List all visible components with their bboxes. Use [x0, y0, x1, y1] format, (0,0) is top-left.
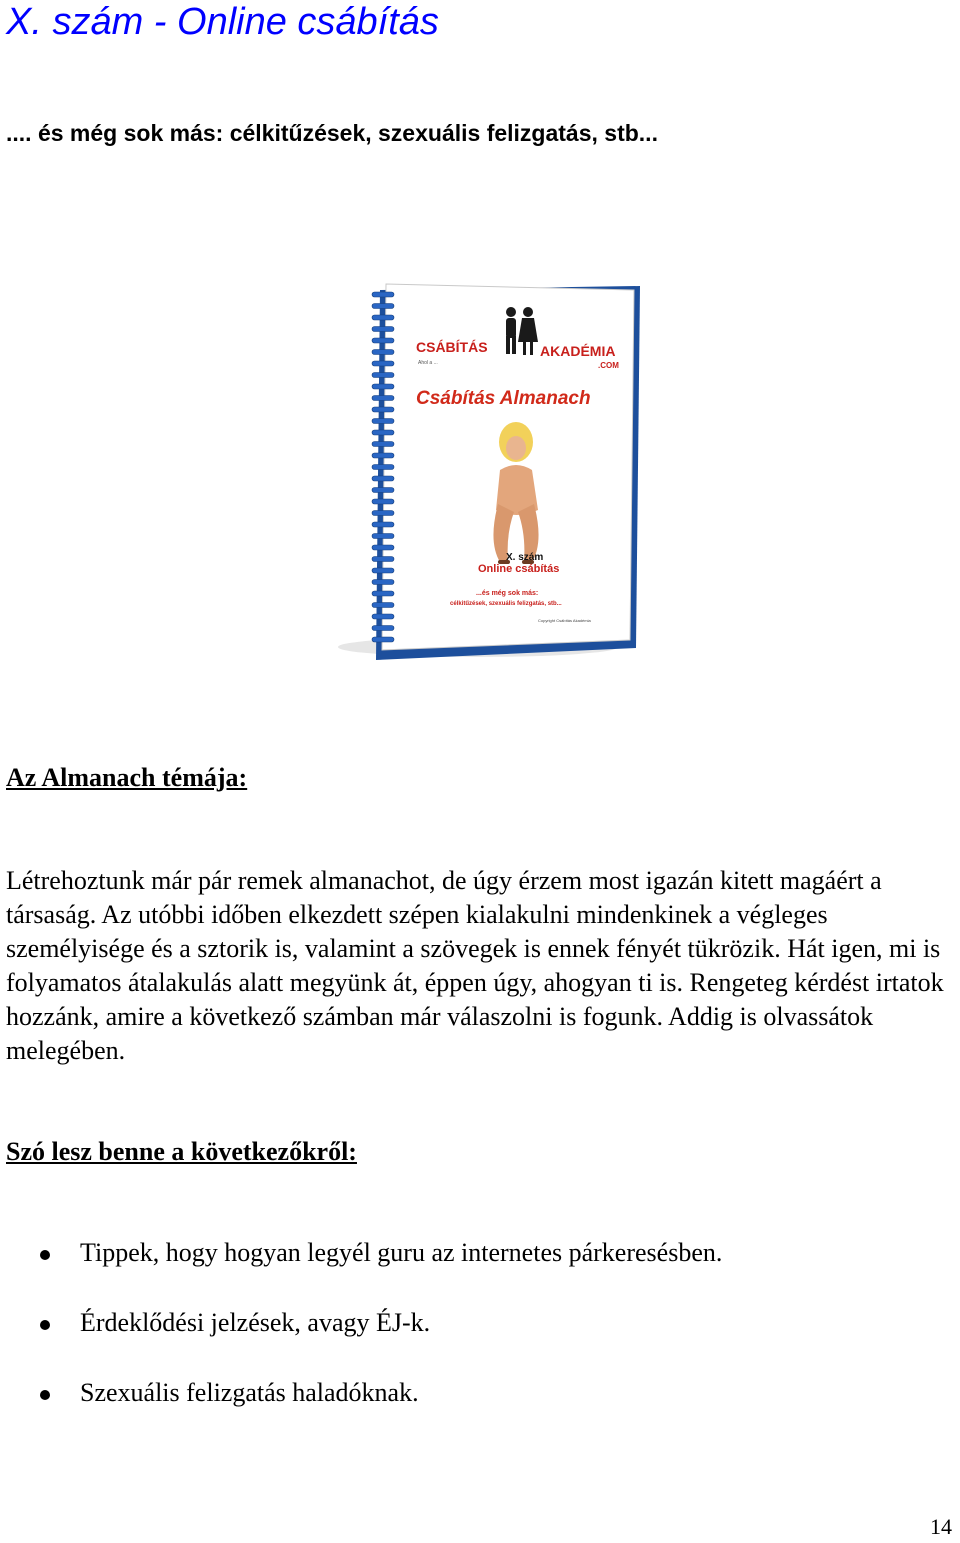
spiral-ring: [372, 384, 394, 389]
list-item-text: Szexuális felizgatás haladóknak.: [80, 1378, 419, 1407]
spiral-ring: [372, 568, 394, 573]
spiral-ring: [372, 315, 394, 320]
document-subtitle: .... és még sok más: célkitűzések, szexuális felizgatás, stb...: [6, 120, 658, 146]
spiral-ring: [372, 534, 394, 539]
spiral-ring: [372, 396, 394, 401]
page-number: 14: [930, 1514, 952, 1539]
cover-tagline: Ahol a ...: [418, 360, 438, 366]
list-item-text: Tippek, hogy hogyan legyél guru az internetes párkeresésben.: [80, 1238, 723, 1267]
spiral-ring: [372, 465, 394, 470]
spiral-ring: [372, 304, 394, 309]
cover-blurb-line2: célkitűzések, szexuális felizgatás, stb...: [450, 601, 562, 607]
spiral-ring: [372, 545, 394, 550]
spiral-ring: [372, 511, 394, 516]
spiral-ring: [372, 591, 394, 596]
bullet-icon: [40, 1250, 50, 1260]
document-title: X. szám - Online csábítás: [6, 1, 439, 43]
spiral-ring: [372, 350, 394, 355]
cover-copyright: Copyright Csábítás Akadémia: [538, 618, 591, 623]
spiral-ring: [372, 614, 394, 619]
section-heading-contents: Szó lesz benne a következőkről:: [6, 1137, 357, 1166]
book-cover-illustration: [328, 272, 644, 662]
spiral-ring: [372, 488, 394, 493]
spiral-ring: [372, 603, 394, 608]
cover-brand-right: AKADÉMIA: [540, 343, 616, 359]
cover-blurb-line1: ...és még sok más:: [476, 590, 539, 597]
spiral-ring: [372, 292, 394, 297]
spiral-ring: [372, 327, 394, 332]
spiral-ring: [372, 442, 394, 447]
cover-brand-left: CSÁBÍTÁS: [416, 339, 488, 355]
spiral-ring: [372, 557, 394, 562]
list-item-text: Érdeklődési jelzések, avagy ÉJ-k.: [80, 1308, 431, 1337]
spiral-ring: [372, 419, 394, 424]
bullet-icon: [40, 1390, 50, 1400]
spiral-ring: [372, 407, 394, 412]
section-heading-topic: Az Almanach témája:: [6, 763, 248, 792]
spiral-ring: [372, 522, 394, 527]
spiral-ring: [372, 338, 394, 343]
cover-issue: X. szám: [506, 552, 544, 563]
spiral-ring: [372, 430, 394, 435]
spiral-ring: [372, 637, 394, 642]
spiral-ring: [372, 499, 394, 504]
section-body-text: Létrehoztunk már pár remek almanachot, de úgy érzem most igazán kitett magáért a társaság. Az utóbbi időben elkezdett szépen kialakulni mindenkinek a végleges személyisége és a sztorik is, valamint a szövegek is ennek fényét tükrözik. Hát igen, mi is folyamatos átalakulás alatt megyünk át, éppen úgy, ahogyan ti is. Rengeteg kérdést irtatok hozzánk, amire a következő számban már válaszolni is fogunk. Addig is olvassátok melegében.: [6, 866, 944, 1065]
spiral-ring: [372, 373, 394, 378]
cover-brand-tld: .COM: [598, 361, 619, 370]
spiral-ring: [372, 580, 394, 585]
bullet-icon: [40, 1320, 50, 1330]
spiral-ring: [372, 626, 394, 631]
cover-issue-title: Online csábítás: [478, 563, 560, 575]
cover-book-title: Csábítás Almanach: [416, 388, 591, 409]
spiral-ring: [372, 361, 394, 366]
book-cover-image: [328, 272, 644, 662]
spiral-ring: [372, 476, 394, 481]
spiral-ring: [372, 453, 394, 458]
